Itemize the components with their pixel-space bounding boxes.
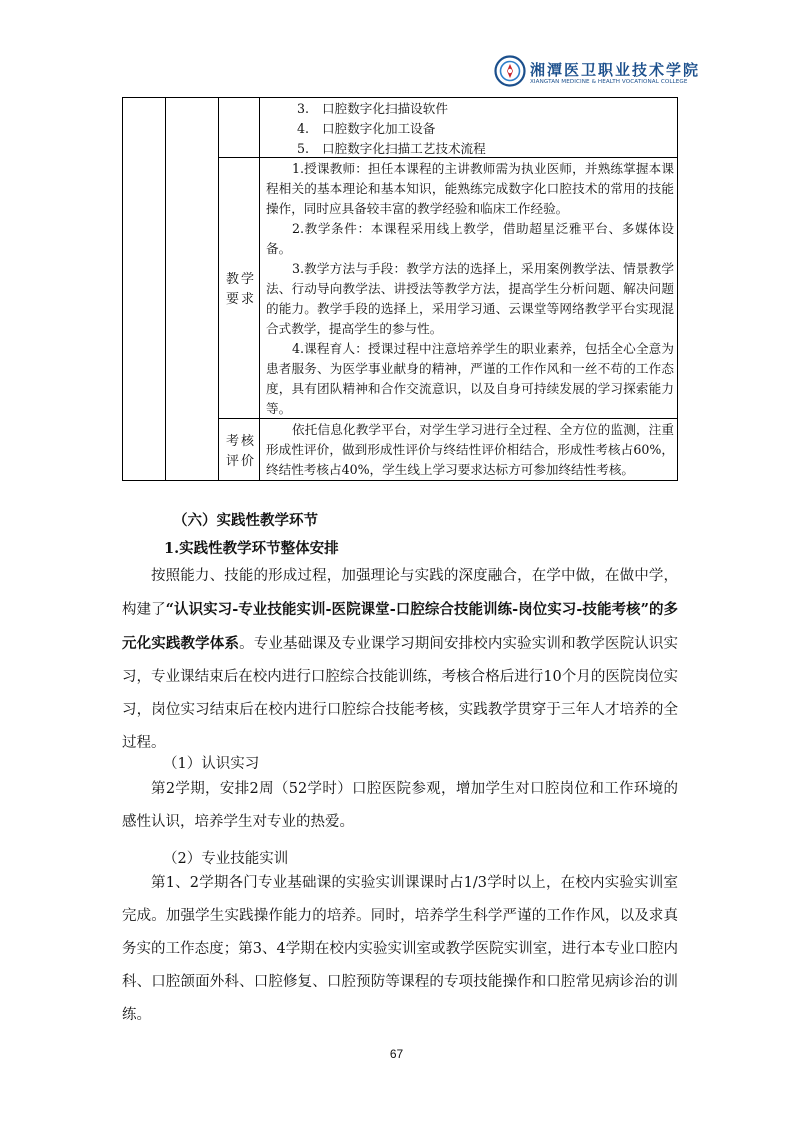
teaching-req-paragraph: 2.教学条件：本课程采用线上教学，借助超星泛雅平台、多媒体设备。	[266, 221, 674, 256]
teaching-req-paragraph: 4.课程育人：授课过程中注意培养学生的职业素养，包括全心全意为患者服务、为医学事业献身的精神，严谨的工作作风和一丝不苟的工作态度，具有团队精神和合作交流意识，以及自身可持续发展的学习探索能力等。	[266, 341, 674, 416]
list-item	[297, 99, 448, 119]
teaching-req-cell	[266, 159, 674, 419]
list-item-text: 口腔数字化扫描工艺技术流程	[322, 141, 486, 156]
college-logo	[494, 55, 699, 95]
subsection-cognitive-internship: （1）认识实习	[163, 756, 260, 772]
school-name-cn: 湘潭医卫职业技术学院	[530, 61, 701, 79]
college-emblem-icon	[494, 55, 526, 87]
list-item-text: 口腔数字化加工设备	[322, 121, 436, 136]
assessment-text: 依托信息化教学平台，对学生学习进行全过程、全方位的监测，注重形成性评价，做到形成性评价与终结性评价相结合，形成性考核占60%，终结性考核占40%，学生线上学习要求达标方可参加终结性考核。	[266, 422, 674, 477]
section-subheading: 1.实践性教学环节整体安排	[164, 540, 339, 557]
subsection-skills-training: （2）专业技能实训	[163, 851, 289, 867]
practice-overview-paragraph	[122, 560, 678, 760]
section-heading: （六）实践性教学环节	[173, 512, 318, 529]
list-item-number: 5.	[297, 141, 310, 156]
page-number: 67	[389, 1047, 404, 1061]
list-item-number: 3.	[297, 101, 310, 116]
list-item	[297, 119, 435, 139]
para1-text-b: 。专业基础课及专业课学习期间安排校内实验实训和教学医院认识实习，专业课结束后在校内进行口腔综合技能训练，考核合格后进行10个月的医院岗位实习，岗位实习结束后在校内进行口腔综合技能考核，实践教学贯穿于三年人才培养的全过程。	[122, 636, 679, 751]
para1-text-a: 按照能力、技能的形成过程，加强理论与实践的深度融合，在学中做，在做中学，构建了	[122, 568, 678, 618]
list-item-text: 口腔数字化扫描设软件	[322, 101, 448, 116]
cognitive-internship-paragraph: 第2学期，安排2周（52学时）口腔医院参观，增加学生对口腔岗位和工作环境的感性认识，培养学生对专业的热爱。	[122, 781, 678, 830]
assessment-label: 考核评价	[225, 434, 256, 469]
teaching-req-paragraph: 1.授课教师：担任本课程的主讲教师需为执业医师，并熟练掌握本课程相关的基本理论和基本知识，能熟练完成数字化口腔技术的常用的技能操作，同时应具备较丰富的教学经验和临床工作经验。	[266, 161, 674, 216]
list-item-number: 4.	[297, 121, 310, 136]
para1-bold-text: “认识实习-专业技能实训-医院课堂-口腔综合技能训练-岗位实习-技能考核”的多元化实践教学体系	[122, 601, 679, 652]
school-name-en: XIANGTAN MEDICINE & HEALTH VOCATIONAL COLLEGE	[530, 79, 688, 85]
skills-training-paragraph: 第1、2学期各门专业基础课的实验实训课课时占1/3学时以上，在校内实验实训室完成。加强学生实践操作能力的培养。同时，培养学生科学严谨的工作作风，以及求真务实的工作态度；第3、4学期在校内实验实训室或教学医院实训室，进行本专业口腔内科、口腔颌面外科、口腔修复、口腔预防等课程的专项技能操作和口腔常见病诊治的训练。	[122, 875, 678, 1023]
teaching-req-paragraph: 3.教学方法与手段：教学方法的选择上，采用案例教学法、情景教学法、行动导向教学法、讲授法等教学方法，提高学生分析问题、解决问题的能力。教学手段的选择上，采用学习通、云课堂等网络教学平台实现混合式教学，提高学生的参与性。	[266, 261, 674, 336]
teaching-req-label: 教学要求	[225, 272, 256, 307]
list-item	[297, 139, 486, 159]
